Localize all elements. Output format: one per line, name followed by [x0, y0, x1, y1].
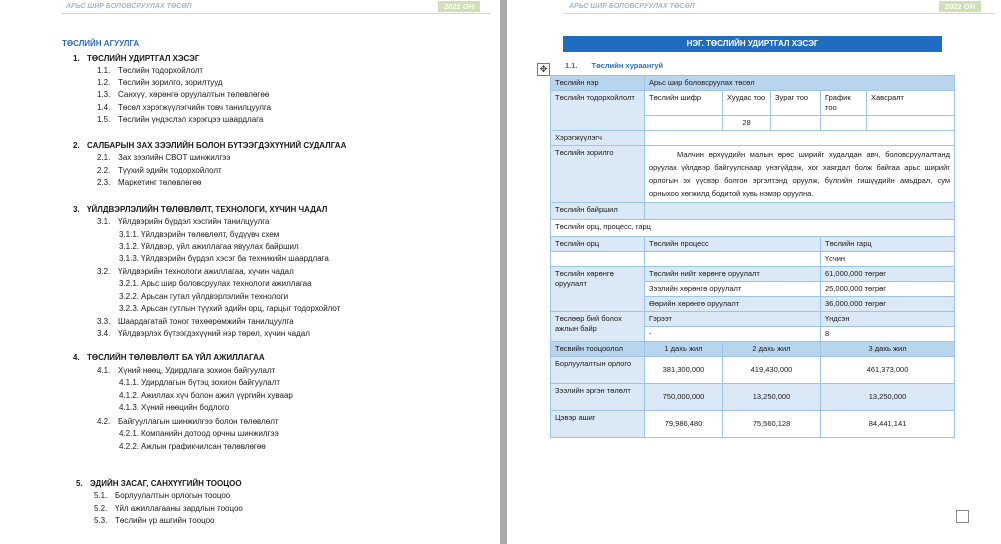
toc-item-text: Төслийн үндэслэл хэрэгцээ шаардлага [118, 115, 264, 124]
toc-item-number: 4. [73, 353, 80, 362]
header-title: АРЬС ШИР БОЛОВСРУУЛАХ ТӨСӨЛ [569, 3, 695, 10]
toc-item-text: Байгууллагын шинжилгээ болон төлөвлөлт [118, 417, 279, 426]
toc-item-text: Үйлдвэрлэх бүтээгдэхүүний нэр төрөл, хүчин чадал [118, 329, 310, 338]
toc-item-number: 5. [76, 479, 83, 488]
table-row [551, 357, 955, 384]
toc-item-number: 3.1.3. [119, 254, 140, 263]
toc-item-text: Үйлдвэрийн технологи ажиллагаа, хүчин чадал [118, 267, 294, 276]
investment-row-value: 36,000,000 төгрөг [821, 297, 955, 312]
goal-label: Төслийн зорилго [551, 146, 645, 203]
toc-item-number: 4.2.2. [119, 442, 140, 451]
finance-value: 13,250,000 [723, 384, 821, 411]
toc-item-number: 3.2.1. [119, 279, 140, 288]
toc-item[interactable] [97, 328, 310, 339]
section-heading [565, 61, 663, 70]
toc-item-text: Төслийн зорилго, зорилтууд [118, 78, 223, 87]
toc-item[interactable] [119, 291, 288, 302]
toc-item[interactable] [97, 177, 201, 188]
investment-row-label: Төслийн нийт хөрөнгө оруулалт [645, 267, 821, 282]
finance-value: 79,986,480 [645, 411, 723, 438]
toc-item-number: 3.2. [97, 267, 111, 276]
project-name-label: Төслийн нэр [551, 76, 645, 91]
toc-item-text: Компанийн дотоод орчны шинжилгээ [141, 429, 279, 438]
def-col-pages: Хуудас тоо [723, 91, 771, 116]
toc-item[interactable] [119, 390, 293, 401]
toc-item-text: Үйлдвэрийн бүрдэл хэсэг ба техникийн шаардлага [141, 254, 329, 263]
toc-item[interactable] [97, 102, 271, 113]
toc-item[interactable] [97, 114, 263, 125]
toc-item[interactable] [119, 241, 299, 252]
toc-item[interactable] [119, 377, 280, 388]
table-row [551, 220, 955, 237]
toc-item[interactable] [94, 490, 230, 501]
section-banner: НЭГ. ТӨСЛИЙН УДИРТГАЛ ХЭСЭГ [563, 36, 942, 52]
toc-item[interactable] [97, 316, 294, 327]
finance-value: 75,560,128 [723, 411, 821, 438]
jobs-col-permanent: Үндсэн [821, 312, 955, 327]
toc-item-number: 1.1. [97, 66, 111, 75]
toc-item-number: 4.1. [97, 366, 111, 375]
def-col-images: Зураг тоо [771, 91, 821, 116]
location-label: Төслийн байршил [551, 203, 645, 220]
toc-item-number: 4.1.2. [119, 391, 140, 400]
year-col-3: 3 дахь жил [821, 342, 955, 357]
toc-title: ТӨСЛИЙН АГУУЛГА [62, 39, 140, 48]
toc-item-text: Хүний нөөц, Удирдлага зохион байгуулалт [118, 366, 276, 375]
header-year: 2021 ОН [438, 1, 480, 12]
toc-item-number: 4.2. [97, 417, 111, 426]
toc-item-text: Борлуулалтын орлогын тооцоо [115, 491, 231, 500]
table-row [551, 267, 955, 282]
toc-item[interactable] [119, 303, 340, 314]
jobs-value-permanent: 8 [821, 327, 955, 342]
toc-item-number: 2.3. [97, 178, 111, 187]
toc-item-number: 4.1.1. [119, 378, 140, 387]
toc-item[interactable] [73, 140, 346, 151]
toc-item-number: 1.4. [97, 103, 111, 112]
io-col-output: Төслийн гарц [821, 237, 955, 252]
header-year: 2021 ОН [939, 1, 981, 12]
toc-item-text: САЛБАРЫН ЗАХ ЗЭЭЛИЙН БОЛОН БҮТЭЭГДЭХҮҮНИЙ СУДАЛГАА [87, 141, 347, 150]
toc-item[interactable] [97, 65, 203, 76]
definition-label: Төслийн тодорхойлолт [551, 91, 645, 131]
finance-row-label: Цэвэр ашиг [551, 411, 645, 438]
toc-item[interactable] [119, 253, 329, 264]
finance-value: 750,000,000 [645, 384, 723, 411]
io-col-process: Төслийн процесс [645, 237, 821, 252]
toc-item-text: Шаардагатай тоног төхөөрөмжийн танилцуулга [118, 317, 294, 326]
project-summary-table [550, 75, 955, 438]
toc-item[interactable] [119, 229, 279, 240]
goal-text: Малчин өрхүүдийн малын өрөс ширийг худалдан авч, боловсруулалтанд оруулах үйлдвэр байгуулснаар үнэгүйдэж, хог хаягдал болж байгаа арьс ширийг орлогын эх үүсвэр болгон эргэлтэнд оруулж, бүлгийн гишүүдийн амьдрал, сум орныхоо хөгжилд бодитой хувь нэмэр оруулна. [645, 146, 955, 203]
toc-item-text: Үйлдвэрийн төлөвлөлт, бүдүүвч схем [141, 230, 280, 239]
year-col-1: 1 дахь жил [645, 342, 723, 357]
header-rule [62, 13, 490, 14]
toc-item[interactable] [119, 441, 266, 452]
toc-item-text: Хүний нөөцийн бодлого [141, 403, 230, 412]
table-resize-handle[interactable] [956, 510, 969, 523]
toc-item[interactable] [76, 478, 242, 489]
toc-item-number: 3.2.2. [119, 292, 140, 301]
table-row [551, 384, 955, 411]
toc-item-text: Үйл ажиллагааны зардлын тооцоо [115, 504, 243, 513]
header-rule [563, 13, 995, 14]
toc-item[interactable] [73, 352, 265, 363]
finance-value: 13,250,000 [821, 384, 955, 411]
investment-row-label: Зээлийн хөрөнгө оруулалт [645, 282, 821, 297]
toc-item[interactable] [97, 77, 223, 88]
def-col-code: Төслийн шифр [645, 91, 723, 116]
toc-item-number: 3.2.3. [119, 304, 140, 313]
toc-item-number: 3.1.2. [119, 242, 140, 251]
toc-item-number: 4.2.1. [119, 429, 140, 438]
toc-item[interactable] [97, 216, 269, 227]
finance-value: 419,430,000 [723, 357, 821, 384]
toc-item[interactable] [94, 503, 243, 514]
toc-item-number: 3.1.1. [119, 230, 140, 239]
table-row [551, 203, 955, 220]
toc-item[interactable] [97, 165, 222, 176]
toc-item-text: Маркетинг төлөвлөгөө [118, 178, 202, 187]
toc-item-text: Ажлын графикчилсан төлөвлөгөө [141, 442, 266, 451]
toc-item-text: ЭДИЙН ЗАСАГ, САНХҮҮГИЙН ТООЦОО [90, 479, 242, 488]
toc-item[interactable] [73, 53, 199, 64]
finance-row-label: Борлуулалтын орлого [551, 357, 645, 384]
finance-value: 84,441,141 [821, 411, 955, 438]
toc-item-text: Арьсан гутал үйлдвэрлэлийн технологи [141, 292, 289, 301]
toc-item-number: 1.2. [97, 78, 111, 87]
toc-item-text: Удирдлагын бүтэц зохион байгуулалт [141, 378, 281, 387]
io-label: Төслийн орц, процесс, гарц [551, 220, 955, 237]
def-col-graphs: График тоо [821, 91, 867, 116]
toc-item-number: 5.3. [94, 516, 108, 525]
toc-item-number: 2. [73, 141, 80, 150]
table-row [551, 252, 955, 267]
toc-item-text: Түүхий эдийн тодорхойлолт [118, 166, 222, 175]
calc-label: Төсвийн тооцоолол [551, 342, 645, 357]
header-title: АРЬС ШИР БОЛОВСРУУЛАХ ТӨСӨЛ [66, 3, 192, 10]
toc-item-text: ТӨСЛИЙН ТӨЛӨВЛӨЛТ БА ҮЙЛ АЖИЛЛАГАА [87, 353, 265, 362]
investment-row-value: 61,000,000 төгрөг [821, 267, 955, 282]
toc-item-number: 1.5. [97, 115, 111, 124]
toc-item-text: Үйлдвэрийн бүрдэл хэсгийн танилцуулга [118, 217, 270, 226]
implementer-label: Хэрэгжүүлэгч [551, 131, 645, 146]
investment-row-value: 25,000,000 төгрөг [821, 282, 955, 297]
toc-item-text: ҮЙЛДВЭРЛЭЛИЙН ТӨЛӨВЛӨЛТ, ТЕХНОЛОГИ, ХҮЧИН ЧАДАЛ [87, 205, 328, 214]
toc-item-number: 4.1.3. [119, 403, 140, 412]
table-row [551, 342, 955, 357]
section-number: 1.1. [565, 61, 578, 70]
def-col-attachments: Хавсралт [867, 91, 955, 116]
toc-item[interactable] [119, 402, 229, 413]
table-move-handle-icon[interactable]: ✥ [537, 63, 550, 76]
project-name-value: Арьс шир боловсруулах төсөл [645, 76, 955, 91]
table-row [551, 411, 955, 438]
section-title: Төслийн хураангуй [591, 61, 664, 70]
table-row [551, 91, 955, 116]
def-pages-value: 28 [723, 116, 771, 131]
investment-label: Төслийн хөрөнгө оруулалт [551, 267, 645, 312]
toc-item-number: 5.1. [94, 491, 108, 500]
investment-row-label: Өөрийн хөрөнгө оруулалт [645, 297, 821, 312]
finance-value: 381,300,000 [645, 357, 723, 384]
toc-item-text: Ажиллах хүч болон ажил үүргийн хуваар [141, 391, 293, 400]
right-page [507, 0, 1001, 544]
toc-item[interactable] [119, 428, 279, 439]
toc-item-text: Төслийн тодорхойлолт [118, 66, 204, 75]
toc-item[interactable] [119, 278, 312, 289]
table-row [551, 146, 955, 203]
toc-item[interactable] [97, 416, 279, 427]
finance-row-label: Зээлийн эргэн төлөлт [551, 384, 645, 411]
toc-item-number: 3. [73, 205, 80, 214]
toc-item-text: Санхүү, хөрөнгө оруулалтын төлөвлөгөө [118, 90, 270, 99]
toc-item[interactable] [94, 515, 214, 526]
toc-item-text: Арьсан гутлын түүхий эдийн орц, гарцыг тодорхойлот [141, 304, 341, 313]
toc-item-text: Төсөл хэрэгжүүлэгчийн товч танилцуулга [118, 103, 272, 112]
toc-item[interactable] [97, 365, 275, 376]
toc-item[interactable] [73, 204, 327, 215]
table-row [551, 237, 955, 252]
finance-value: 461,373,000 [821, 357, 955, 384]
toc-item-text: Арьс шир боловсруулах технологи ажиллагаа [141, 279, 312, 288]
year-col-2: 2 дахь жил [723, 342, 821, 357]
io-col-input: Төслийн орц [551, 237, 645, 252]
toc-item-number: 1. [73, 54, 80, 63]
toc-item-number: 3.1. [97, 217, 111, 226]
toc-item-text: Зах зээлийн СВОТ шинжилгээ [118, 153, 231, 162]
toc-item-number: 3.4. [97, 329, 111, 338]
toc-item-number: 2.2. [97, 166, 111, 175]
toc-item[interactable] [97, 152, 230, 163]
toc-item[interactable] [97, 266, 294, 277]
table-row [551, 312, 955, 327]
left-page [0, 0, 500, 544]
table-row [551, 131, 955, 146]
jobs-label: Төслөөр бий болох ажлын байр [551, 312, 645, 342]
toc-item-text: Үйлдвэр, үйл ажиллагаа явуулах байршил [141, 242, 299, 251]
toc-item-text: Төслийн үр ашгийн тооцоо [115, 516, 215, 525]
toc-item-number: 1.3. [97, 90, 111, 99]
jobs-value-contract: - [645, 327, 821, 342]
toc-item-number: 5.2. [94, 504, 108, 513]
toc-item-number: 2.1. [97, 153, 111, 162]
table-row [551, 76, 955, 91]
toc-item-text: ТӨСЛИЙН УДИРТГАЛ ХЭСЭГ [87, 54, 200, 63]
jobs-col-contract: Гэрээт [645, 312, 821, 327]
output-value: Үсчин [821, 252, 955, 267]
toc-item-number: 3.3. [97, 317, 111, 326]
toc-item[interactable] [97, 89, 269, 100]
